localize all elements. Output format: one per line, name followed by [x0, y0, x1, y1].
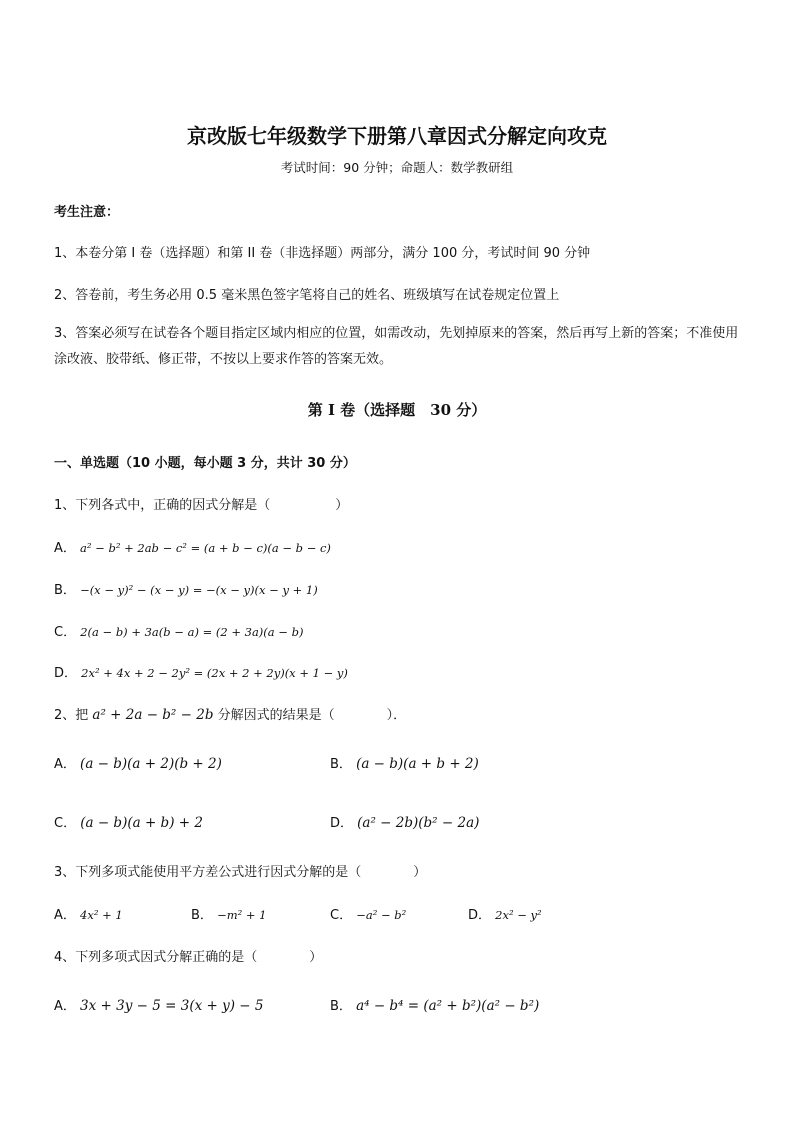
option-text: −m² + 1 — [217, 908, 267, 922]
notice-heading: 考生注意： — [54, 205, 120, 220]
option-label: A． — [54, 908, 76, 923]
q1-option-b — [54, 579, 318, 598]
option-label: B． — [54, 583, 76, 598]
option-label: B． — [330, 999, 352, 1014]
section-title: 第 I 卷（选择题 30 分） — [307, 401, 487, 419]
part-heading: 一、单选题（10 小题，每小题 3 分，共计 30 分） — [54, 456, 356, 471]
stem-suffix: 分解因式的结果是（ ）． — [213, 708, 407, 723]
question-2-stem — [54, 704, 406, 723]
option-text: −a² − b² — [356, 908, 407, 922]
q1-option-d — [54, 662, 348, 681]
q3-option-a — [54, 904, 123, 923]
option-text: 4x² + 1 — [80, 908, 123, 922]
option-label: C． — [330, 908, 353, 923]
q4-option-a — [54, 995, 263, 1014]
option-label: A． — [54, 999, 76, 1014]
notice-item-1: 1、本卷分第 I 卷（选择题）和第 II 卷（非选择题）两部分，满分 100 分，考试时间 90 分钟 — [54, 246, 591, 261]
option-text: −(x − y)² − (x − y) = −(x − y)(x − y + 1) — [80, 583, 318, 597]
question-1-stem: 1、下列各式中，正确的因式分解是（ ） — [54, 498, 349, 513]
option-text: (a − b)(a + b + 2) — [356, 756, 479, 772]
option-text: 2x² + 4x + 2 − 2y² = (2x + 2 + 2y)(x + 1 − y) — [81, 666, 348, 680]
stem-math: a² + 2a − b² − 2b — [92, 707, 214, 723]
q3-option-d — [468, 904, 542, 923]
stem-prefix: 2、把 — [54, 708, 93, 723]
option-label: A． — [54, 541, 76, 556]
option-text: (a − b)(a + 2)(b + 2) — [80, 756, 222, 772]
option-text: 2(a − b) + 3a(b − a) = (2 + 3a)(a − b) — [80, 625, 304, 639]
option-text: (a² − 2b)(b² − 2a) — [357, 815, 480, 831]
notice-item-2: 2、答卷前，考生务必用 0.5 毫米黑色签字笔将自己的姓名、班级填写在试卷规定位置上 — [54, 288, 560, 303]
page-title: 京改版七年级数学下册第八章因式分解定向攻克 — [187, 124, 607, 148]
option-text: (a − b)(a + b) + 2 — [80, 815, 203, 831]
q1-option-a — [54, 537, 331, 556]
option-text: a⁴ − b⁴ = (a² + b²)(a² − b²) — [356, 998, 540, 1014]
option-text: 2x² − y² — [495, 908, 542, 922]
option-label: C． — [54, 816, 77, 831]
q2-option-a — [54, 753, 222, 772]
option-text: a² − b² + 2ab − c² = (a + b − c)(a − b − c) — [80, 541, 331, 555]
option-text: 3x + 3y − 5 = 3(x + y) − 5 — [80, 998, 264, 1014]
page-subtitle: 考试时间：90 分钟；命题人：数学教研组 — [280, 160, 514, 175]
q3-option-c — [330, 904, 406, 923]
option-label: D． — [54, 666, 78, 681]
question-4-stem: 4、下列多项式因式分解正确的是（ ） — [54, 950, 323, 965]
option-label: C． — [54, 625, 77, 640]
option-label: B． — [191, 908, 213, 923]
option-label: A． — [54, 757, 76, 772]
q2-option-c — [54, 812, 203, 831]
question-3-stem: 3、下列多项式能使用平方差公式进行因式分解的是（ ） — [54, 865, 427, 880]
q1-option-c — [54, 621, 303, 640]
notice-item-3: 3、答案必须写在试卷各个题目指定区域内相应的位置，如需改动，先划掉原来的答案，然后再写上新的答案；不准使用涂改液、胶带纸、修正带，不按以上要求作答的答案无效。 — [54, 326, 739, 367]
q3-option-b — [191, 904, 266, 923]
q2-option-b — [330, 753, 479, 772]
option-label: D． — [468, 908, 492, 923]
option-label: B． — [330, 757, 352, 772]
q2-option-d — [330, 812, 479, 831]
q4-option-b — [330, 995, 539, 1014]
option-label: D． — [330, 816, 354, 831]
